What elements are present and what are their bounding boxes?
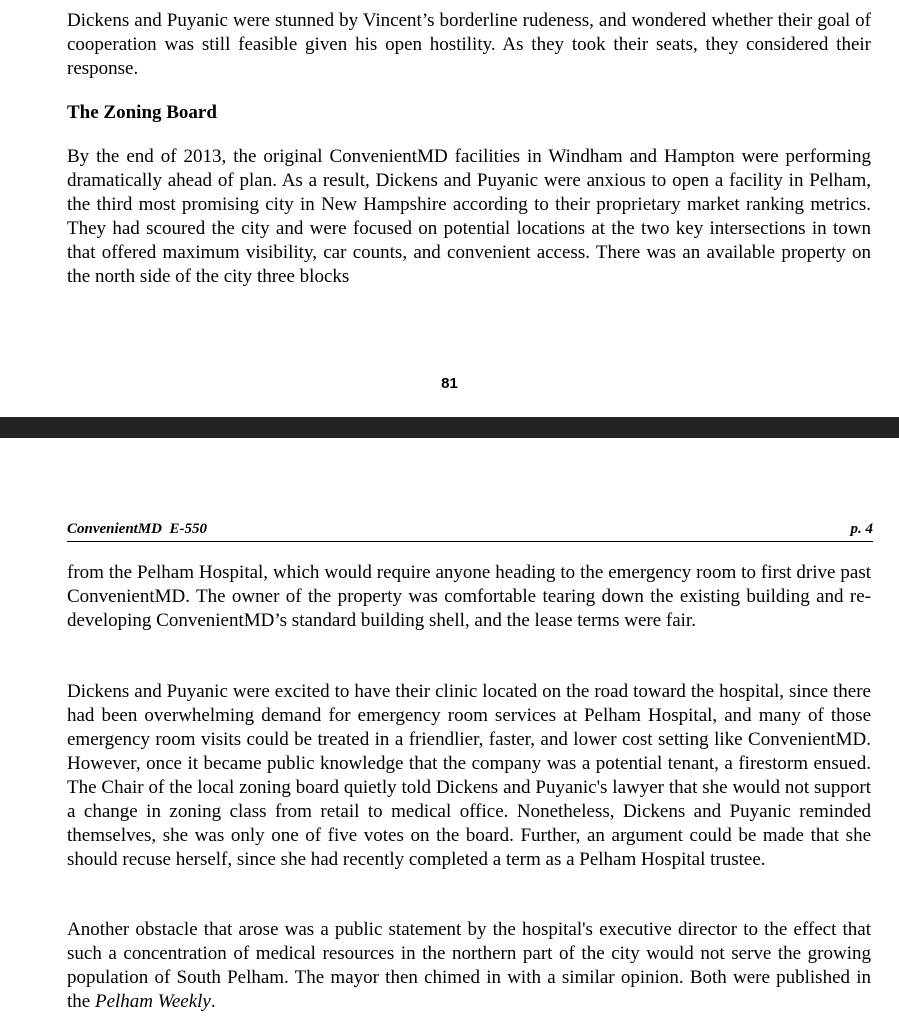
body-paragraph: Dickens and Puyanic were excited to have their clinic located on the road toward the hospital, since there had been overwhelming demand for emergency room services at Pelham Hospital, and many of those emergency room visits could be treated in a friendlier, faster, and lower cost setting like ConvenientMD. However, once it became public knowledge that the company was a potential tenant, a firestorm ensued. The Chair of the local zoning board quietly told Dickens and Puyanic's lawyer that she would not support a change in zoning class from retail to medical office. Nonetheless, Dickens and Puyanic reminded themselves, she was only one of five votes on the board. Further, an argument could be made that she should recuse herself, since she had recently completed a term as a Pelham Hospital trustee. <box>67 681 871 870</box>
paragraph-end: . <box>210 991 216 1012</box>
paragraph-text: Another obstacle that arose was a public statement by the hospital's executive director to the effect that such a concentration of medical resources in the northern part of the city would not serve the growing population of South Pelham. The mayor then chimed in with a similar opinion. Both were published in the <box>67 919 871 1012</box>
section-heading: The Zoning Board <box>67 102 217 123</box>
page-number: 81 <box>441 375 458 392</box>
body-paragraph <box>67 918 871 1014</box>
body-paragraph: from the Pelham Hospital, which would require anyone heading to the emergency room to first drive past ConvenientMD. The owner of the property was comfortable tearing down the existing building and re-developing ConvenientMD’s standard building shell, and the lease terms were fair. <box>67 562 871 631</box>
page-break-band <box>0 417 899 438</box>
running-header-title: ConvenientMD E-550 <box>67 521 208 537</box>
body-paragraph: By the end of 2013, the original ConvenientMD facilities in Windham and Hampton were performing dramatically ahead of plan. As a result, Dickens and Puyanic were anxious to open a facility in Pelham, the third most promising city in New Hampshire according to their proprietary market ranking metrics. They had scoured the city and were focused on potential locations at the two key intersections in town that offered maximum visibility, car counts, and convenient access. There was an available property on the north side of the city three blocks <box>67 146 871 287</box>
publication-title: Pelham Weekly <box>94 991 211 1012</box>
running-header-page: p. 4 <box>850 521 873 537</box>
body-paragraph: Dickens and Puyanic were stunned by Vincent’s borderline rudeness, and wondered whether their goal of cooperation was still feasible given his open hostility. As they took their seats, they considered their response. <box>67 10 871 79</box>
running-header <box>67 519 873 542</box>
